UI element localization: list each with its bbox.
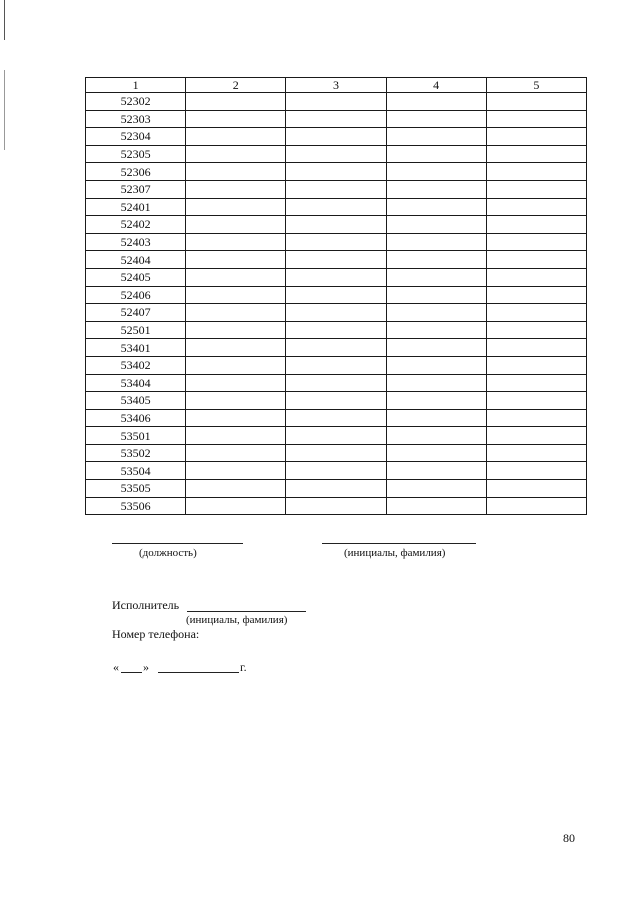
empty-cell bbox=[286, 128, 386, 146]
table-row bbox=[86, 462, 587, 480]
empty-cell bbox=[386, 339, 486, 357]
row-code-cell: 53401 bbox=[86, 339, 186, 357]
table-row bbox=[86, 374, 587, 392]
row-code-cell: 53502 bbox=[86, 444, 186, 462]
row-code-cell: 52307 bbox=[86, 180, 186, 198]
row-code-cell: 52406 bbox=[86, 286, 186, 304]
row-code-cell: 52501 bbox=[86, 321, 186, 339]
row-code-cell: 53504 bbox=[86, 462, 186, 480]
empty-cell bbox=[486, 409, 586, 427]
column-header: 4 bbox=[386, 78, 486, 93]
empty-cell bbox=[186, 93, 286, 111]
empty-cell bbox=[186, 145, 286, 163]
empty-cell bbox=[286, 216, 386, 234]
date-year-suffix: г. bbox=[240, 660, 247, 674]
empty-cell bbox=[386, 304, 486, 322]
empty-cell bbox=[186, 321, 286, 339]
empty-cell bbox=[186, 128, 286, 146]
row-code-cell: 52401 bbox=[86, 198, 186, 216]
empty-cell bbox=[386, 497, 486, 515]
empty-cell bbox=[486, 480, 586, 498]
empty-cell bbox=[286, 444, 386, 462]
table-row bbox=[86, 198, 587, 216]
table-body bbox=[86, 93, 587, 515]
empty-cell bbox=[186, 374, 286, 392]
table-row bbox=[86, 304, 587, 322]
column-header: 3 bbox=[286, 78, 386, 93]
empty-cell bbox=[186, 392, 286, 410]
empty-cell bbox=[286, 286, 386, 304]
empty-cell bbox=[286, 427, 386, 445]
empty-cell bbox=[386, 163, 486, 181]
name-signature-line bbox=[322, 543, 476, 544]
row-code-cell: 52302 bbox=[86, 93, 186, 111]
empty-cell bbox=[386, 180, 486, 198]
empty-cell bbox=[286, 480, 386, 498]
row-code-cell: 52407 bbox=[86, 304, 186, 322]
empty-cell bbox=[486, 444, 586, 462]
empty-cell bbox=[286, 163, 386, 181]
data-table bbox=[85, 77, 587, 515]
table-row bbox=[86, 145, 587, 163]
date-open-quote: « bbox=[113, 660, 119, 674]
row-code-cell: 53505 bbox=[86, 480, 186, 498]
empty-cell bbox=[186, 480, 286, 498]
empty-cell bbox=[286, 110, 386, 128]
row-code-cell: 52304 bbox=[86, 128, 186, 146]
empty-cell bbox=[286, 321, 386, 339]
empty-cell bbox=[186, 427, 286, 445]
empty-cell bbox=[386, 198, 486, 216]
table-row bbox=[86, 444, 587, 462]
empty-cell bbox=[486, 110, 586, 128]
empty-cell bbox=[486, 304, 586, 322]
empty-cell bbox=[486, 286, 586, 304]
table-row bbox=[86, 356, 587, 374]
position-signature-line bbox=[112, 543, 243, 544]
row-code-cell: 52404 bbox=[86, 251, 186, 269]
table-row bbox=[86, 180, 587, 198]
row-code-cell: 53501 bbox=[86, 427, 186, 445]
page-number: 80 bbox=[563, 831, 575, 845]
empty-cell bbox=[286, 93, 386, 111]
executor-name-caption: (инициалы, фамилия) bbox=[186, 614, 288, 626]
empty-cell bbox=[186, 198, 286, 216]
executor-name-line bbox=[187, 611, 306, 612]
empty-cell bbox=[486, 427, 586, 445]
empty-cell bbox=[286, 304, 386, 322]
empty-cell bbox=[286, 374, 386, 392]
empty-cell bbox=[286, 356, 386, 374]
empty-cell bbox=[486, 497, 586, 515]
empty-cell bbox=[486, 216, 586, 234]
row-code-cell: 53406 bbox=[86, 409, 186, 427]
empty-cell bbox=[186, 163, 286, 181]
date-close-quote: » bbox=[143, 660, 149, 674]
scan-edge-mark bbox=[4, 0, 5, 40]
phone-label: Номер телефона: bbox=[112, 627, 200, 641]
table-row bbox=[86, 409, 587, 427]
empty-cell bbox=[486, 462, 586, 480]
empty-cell bbox=[486, 321, 586, 339]
empty-cell bbox=[186, 286, 286, 304]
empty-cell bbox=[186, 251, 286, 269]
row-code-cell: 53405 bbox=[86, 392, 186, 410]
row-code-cell: 52402 bbox=[86, 216, 186, 234]
empty-cell bbox=[386, 128, 486, 146]
row-code-cell: 52306 bbox=[86, 163, 186, 181]
empty-cell bbox=[386, 216, 486, 234]
row-code-cell: 53506 bbox=[86, 497, 186, 515]
empty-cell bbox=[486, 145, 586, 163]
empty-cell bbox=[286, 198, 386, 216]
executor-label: Исполнитель bbox=[112, 598, 180, 612]
empty-cell bbox=[186, 110, 286, 128]
empty-cell bbox=[186, 268, 286, 286]
row-code-cell: 52305 bbox=[86, 145, 186, 163]
empty-cell bbox=[386, 145, 486, 163]
empty-cell bbox=[386, 268, 486, 286]
empty-cell bbox=[286, 251, 386, 269]
empty-cell bbox=[286, 233, 386, 251]
empty-cell bbox=[286, 180, 386, 198]
empty-cell bbox=[386, 356, 486, 374]
empty-cell bbox=[286, 268, 386, 286]
table-row bbox=[86, 163, 587, 181]
empty-cell bbox=[486, 251, 586, 269]
table-row bbox=[86, 128, 587, 146]
empty-cell bbox=[186, 233, 286, 251]
empty-cell bbox=[186, 444, 286, 462]
empty-cell bbox=[386, 427, 486, 445]
table-row bbox=[86, 216, 587, 234]
row-code-cell: 52403 bbox=[86, 233, 186, 251]
table-row bbox=[86, 480, 587, 498]
empty-cell bbox=[486, 374, 586, 392]
empty-cell bbox=[386, 93, 486, 111]
empty-cell bbox=[186, 339, 286, 357]
empty-cell bbox=[386, 374, 486, 392]
empty-cell bbox=[286, 339, 386, 357]
empty-cell bbox=[386, 409, 486, 427]
empty-cell bbox=[386, 233, 486, 251]
empty-cell bbox=[486, 268, 586, 286]
empty-cell bbox=[486, 163, 586, 181]
column-header: 2 bbox=[186, 78, 286, 93]
empty-cell bbox=[186, 356, 286, 374]
empty-cell bbox=[386, 286, 486, 304]
empty-cell bbox=[186, 180, 286, 198]
empty-cell bbox=[386, 444, 486, 462]
empty-cell bbox=[486, 356, 586, 374]
column-header: 5 bbox=[486, 78, 586, 93]
date-day-line bbox=[121, 672, 142, 673]
table-row bbox=[86, 321, 587, 339]
empty-cell bbox=[186, 409, 286, 427]
empty-cell bbox=[486, 93, 586, 111]
row-code-cell: 53404 bbox=[86, 374, 186, 392]
table-row bbox=[86, 427, 587, 445]
empty-cell bbox=[286, 392, 386, 410]
table-header-row bbox=[86, 78, 587, 93]
table-row bbox=[86, 268, 587, 286]
table-row bbox=[86, 339, 587, 357]
empty-cell bbox=[286, 409, 386, 427]
table-row bbox=[86, 110, 587, 128]
empty-cell bbox=[486, 233, 586, 251]
table-row bbox=[86, 286, 587, 304]
empty-cell bbox=[486, 180, 586, 198]
empty-cell bbox=[186, 462, 286, 480]
empty-cell bbox=[386, 462, 486, 480]
name-caption: (инициалы, фамилия) bbox=[344, 547, 446, 559]
row-code-cell: 52303 bbox=[86, 110, 186, 128]
empty-cell bbox=[286, 145, 386, 163]
empty-cell bbox=[486, 339, 586, 357]
empty-cell bbox=[386, 480, 486, 498]
empty-cell bbox=[386, 110, 486, 128]
empty-cell bbox=[286, 462, 386, 480]
date-month-line bbox=[158, 672, 239, 673]
empty-cell bbox=[486, 198, 586, 216]
table-row bbox=[86, 392, 587, 410]
row-code-cell: 52405 bbox=[86, 268, 186, 286]
row-code-cell: 53402 bbox=[86, 356, 186, 374]
column-header: 1 bbox=[86, 78, 186, 93]
empty-cell bbox=[486, 128, 586, 146]
table-row bbox=[86, 233, 587, 251]
table-row bbox=[86, 93, 587, 111]
empty-cell bbox=[286, 497, 386, 515]
empty-cell bbox=[386, 392, 486, 410]
position-caption: (должность) bbox=[139, 547, 197, 559]
empty-cell bbox=[386, 321, 486, 339]
empty-cell bbox=[486, 392, 586, 410]
empty-cell bbox=[186, 304, 286, 322]
empty-cell bbox=[386, 251, 486, 269]
table-row bbox=[86, 251, 587, 269]
scan-edge-mark bbox=[4, 70, 5, 150]
empty-cell bbox=[186, 216, 286, 234]
table-row bbox=[86, 497, 587, 515]
empty-cell bbox=[186, 497, 286, 515]
